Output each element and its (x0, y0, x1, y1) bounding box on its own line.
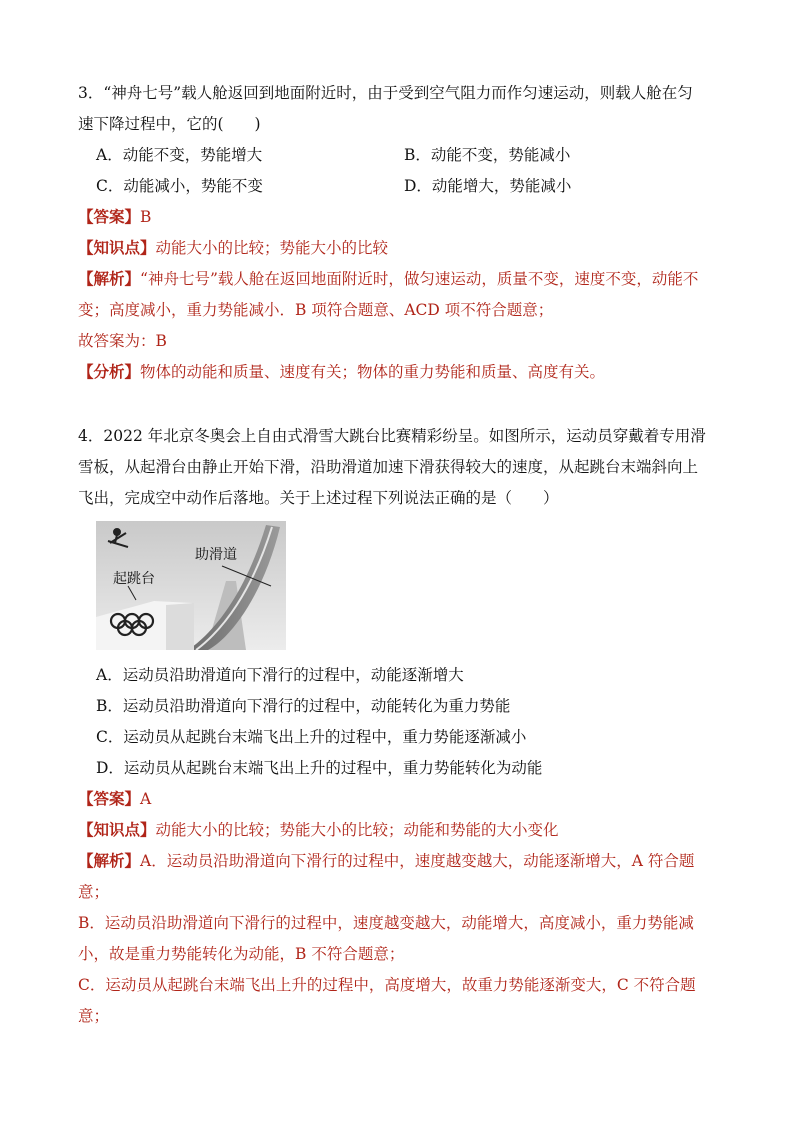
q4-stem-line3: 飞出，完成空中动作后落地。关于上述过程下列说法正确的是（ ） (78, 489, 559, 507)
q4-answer-row (78, 789, 151, 809)
q4-analysis-line1: A．运动员沿助滑道向下滑行的过程中，速度越变越大，动能逐渐增大，A 符合题 (140, 852, 695, 870)
knowledge-tag: 【知识点】 (78, 238, 156, 257)
q3-discussion: 物体的动能和质量、速度有关；物体的重力势能和质量、高度有关。 (140, 363, 606, 381)
q4-analysis-line6: 意； (78, 1007, 110, 1025)
answer-tag: 【答案】 (78, 207, 141, 226)
q3-knowledge-row (78, 238, 388, 258)
q4-answer: A (140, 790, 152, 808)
q3-stem-line2: 速下降过程中，它的( ) (78, 115, 261, 133)
q3-option-b: B．动能不变，势能减小 (404, 146, 571, 164)
q3-stem-line1: 3．“神舟七号”载人舱返回到地面附近时，由于受到空气阻力而作匀速运动，则载人舱在匀 (78, 84, 693, 102)
q4-analysis-line3: B．运动员沿助滑道向下滑行的过程中，速度越变越大，动能增大，高度减小，重力势能减 (78, 914, 694, 932)
knowledge-tag: 【知识点】 (78, 820, 156, 839)
q4-option-d: D．运动员从起跳台末端飞出上升的过程中，重力势能转化为动能 (96, 759, 543, 777)
q3-analysis-row (78, 269, 698, 289)
label-ramp: 助滑道 (195, 547, 237, 563)
q3-conclusion: 故答案为：B (78, 332, 167, 350)
q4-knowledge-row (78, 820, 559, 840)
discussion-tag: 【分析】 (78, 362, 141, 381)
q3-answer-row (78, 207, 151, 227)
analysis-tag: 【解析】 (78, 851, 141, 870)
q3-analysis-line1: “神舟七号”载人舱在返回地面附近时，做匀速运动，质量不变，速度不变，动能不 (140, 270, 699, 288)
q4-option-b: B．运动员沿助滑道向下滑行的过程中，动能转化为重力势能 (96, 697, 511, 715)
label-jump-platform: 起跳台 (113, 571, 155, 587)
q3-analysis-line2: 变；高度减小，重力势能减小．B 项符合题意、ACD 项不符合题意； (78, 301, 554, 319)
q4-stem-line1: 4．2022 年北京冬奥会上自由式滑雪大跳台比赛精彩纷呈。如图所示，运动员穿戴着专用滑 (78, 427, 706, 445)
answer-tag: 【答案】 (78, 789, 141, 808)
q3-discussion-row (78, 362, 605, 382)
q4-knowledge: 动能大小的比较；势能大小的比较；动能和势能的大小变化 (155, 821, 559, 839)
q3-option-d: D．动能增大，势能减小 (404, 177, 572, 195)
analysis-tag: 【解析】 (78, 269, 141, 288)
q4-option-c: C．运动员从起跳台末端飞出上升的过程中，重力势能逐渐减小 (96, 728, 527, 746)
q4-option-a: A．运动员沿助滑道向下滑行的过程中，动能逐渐增大 (96, 666, 464, 684)
q4-analysis-row (78, 851, 694, 871)
ski-jump-photo (96, 521, 286, 650)
q4-analysis-line5: C．运动员从起跳台末端飞出上升的过程中，高度增大，故重力势能逐渐变大，C 不符合题 (78, 976, 696, 994)
q3-option-c: C．动能减小，势能不变 (96, 177, 263, 195)
q4-analysis-line2: 意； (78, 883, 110, 901)
q4-stem-line2: 雪板，从起滑台由静止开始下滑，沿助滑道加速下滑获得较大的速度，从起跳台末端斜向上 (78, 458, 699, 476)
q3-knowledge: 动能大小的比较；势能大小的比较 (155, 239, 389, 257)
q4-analysis-line4: 小，故是重力势能转化为动能，B 不符合题意； (78, 945, 405, 963)
q3-answer: B (140, 208, 152, 226)
q3-option-a: A．动能不变，势能增大 (96, 146, 263, 164)
